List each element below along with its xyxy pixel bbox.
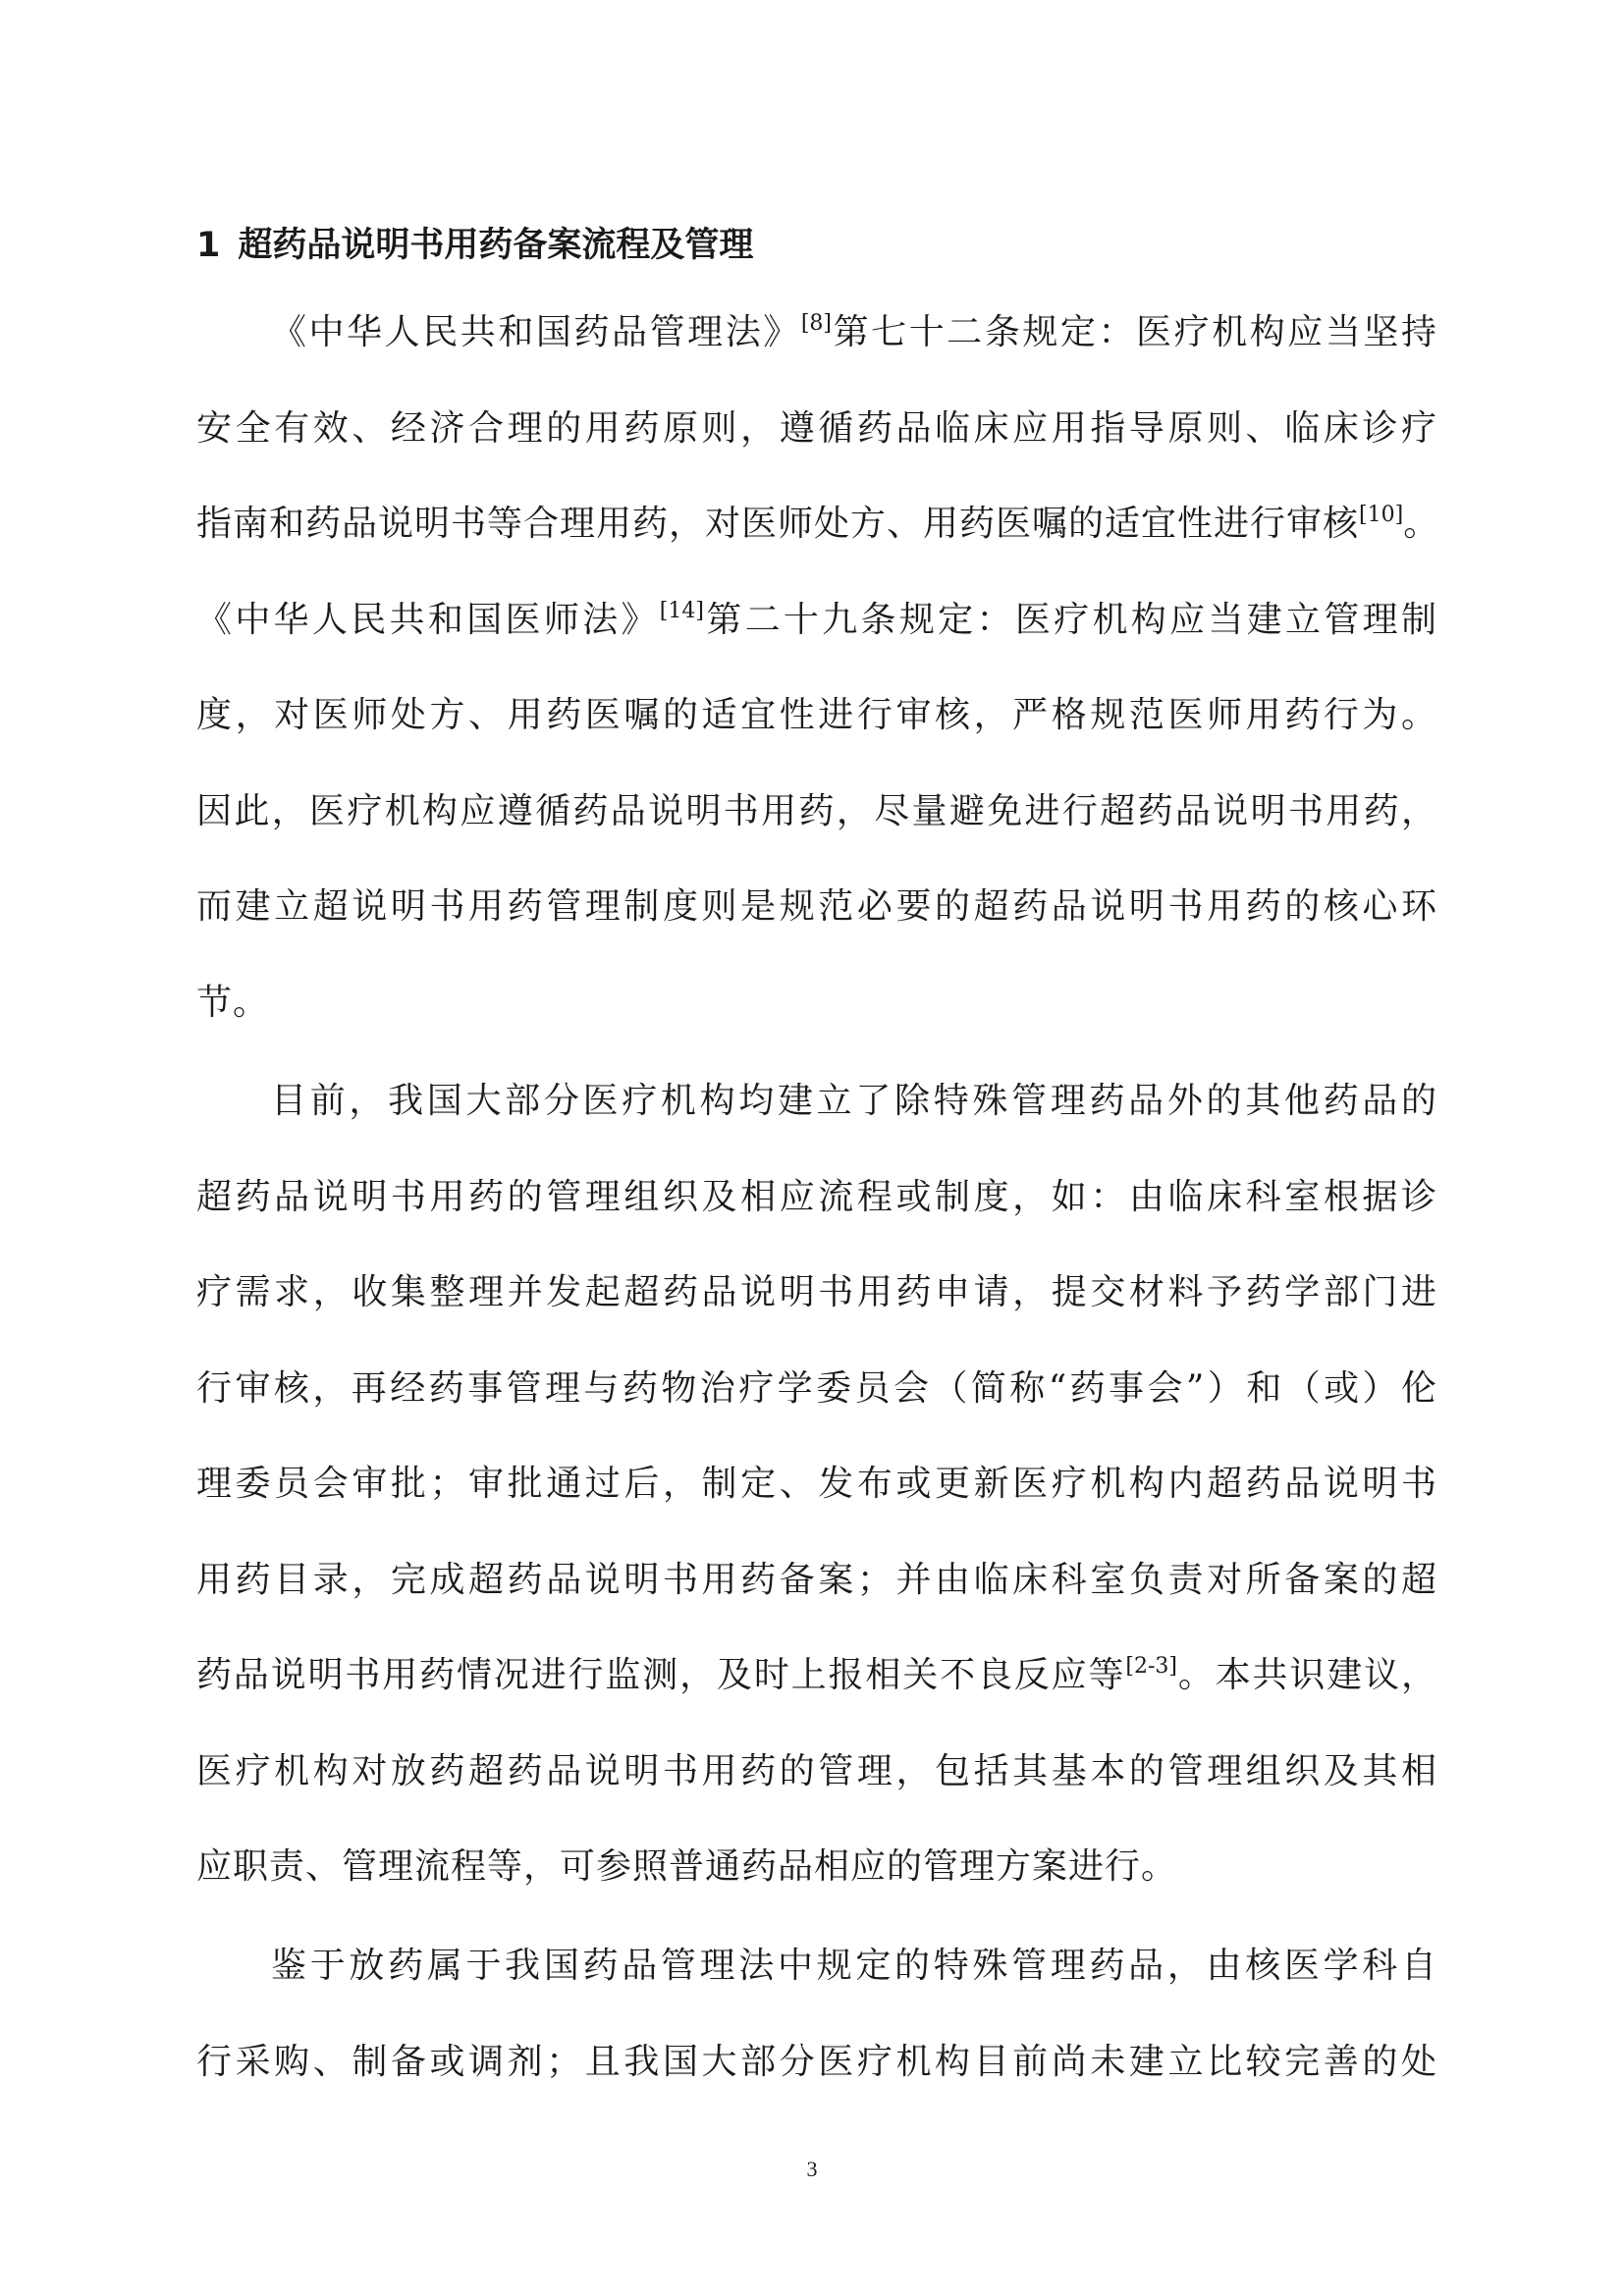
paragraph-line: 鉴于放药属于我国药品管理法中规定的特殊管理药品，由核医学科自	[271, 1946, 1437, 1986]
section-title: 超药品说明书用药备案流程及管理	[238, 226, 754, 265]
paragraph-line: 《中华人民共和国药品管理法》[8]第七十二条规定：医疗机构应当坚持	[271, 311, 1437, 352]
section-number: 1	[196, 226, 221, 265]
paragraph-1	[196, 285, 1440, 1050]
paragraph-line: 医疗机构对放药超药品说明书用药的管理，包括其基本的管理组织及其相	[196, 1750, 1437, 1791]
paragraph-3	[196, 1918, 1437, 2109]
paragraph-line: 节。	[196, 982, 270, 1023]
paragraph-line: 指南和药品说明书等合理用药，对医师处方、用药医嘱的适宜性进行审核[10]。	[196, 503, 1440, 544]
paragraph-line: 安全有效、经济合理的用药原则，遵循药品临床应用指导原则、临床诊疗	[196, 407, 1437, 449]
paragraph-line: 行审核，再经药事管理与药物治疗学委员会（简称“药事会”）和（或）伦	[196, 1367, 1437, 1409]
paragraph-line: 应职责、管理流程等，可参照普通药品相应的管理方案进行。	[196, 1846, 1178, 1887]
paragraph-2	[196, 1053, 1437, 1915]
citation-ref: [8]	[800, 311, 833, 336]
paragraph-line: 药品说明书用药情况进行监测，及时上报相关不良反应等[2-3]。本共识建议，	[196, 1654, 1437, 1695]
paragraph-line: 疗需求，收集整理并发起超药品说明书用药申请，提交材料予药学部门进	[196, 1272, 1437, 1312]
paragraph-line: 理委员会审批；审批通过后，制定、发布或更新医疗机构内超药品说明书	[196, 1464, 1437, 1504]
paragraph-line: 超药品说明书用药的管理组织及相应流程或制度，如：由临床科室根据诊	[196, 1176, 1437, 1217]
paragraph-line: 行采购、制备或调剂；且我国大部分医疗机构目前尚未建立比较完善的处	[196, 2041, 1437, 2082]
citation-ref: [2-3]	[1125, 1654, 1177, 1679]
section-heading	[196, 218, 753, 273]
paragraph-line: 目前，我国大部分医疗机构均建立了除特殊管理药品外的其他药品的	[271, 1081, 1437, 1121]
paragraph-line: 用药目录，完成超药品说明书用药备案；并由临床科室负责对所备案的超	[196, 1559, 1437, 1600]
paragraph-line: 度，对医师处方、用药医嘱的适宜性进行审核，严格规范医师用药行为。	[196, 695, 1437, 735]
citation-ref: [10]	[1359, 503, 1404, 527]
citation-ref: [14]	[659, 598, 704, 623]
paragraph-line: 因此，医疗机构应遵循药品说明书用药，尽量避免进行超药品说明书用药，	[196, 790, 1437, 831]
page-number: 3	[806, 2157, 818, 2181]
paragraph-line: 而建立超说明书用药管理制度则是规范必要的超药品说明书用药的核心环	[196, 886, 1437, 927]
paragraph-line: 《中华人民共和国医师法》[14]第二十九条规定：医疗机构应当建立管理制	[196, 598, 1437, 640]
